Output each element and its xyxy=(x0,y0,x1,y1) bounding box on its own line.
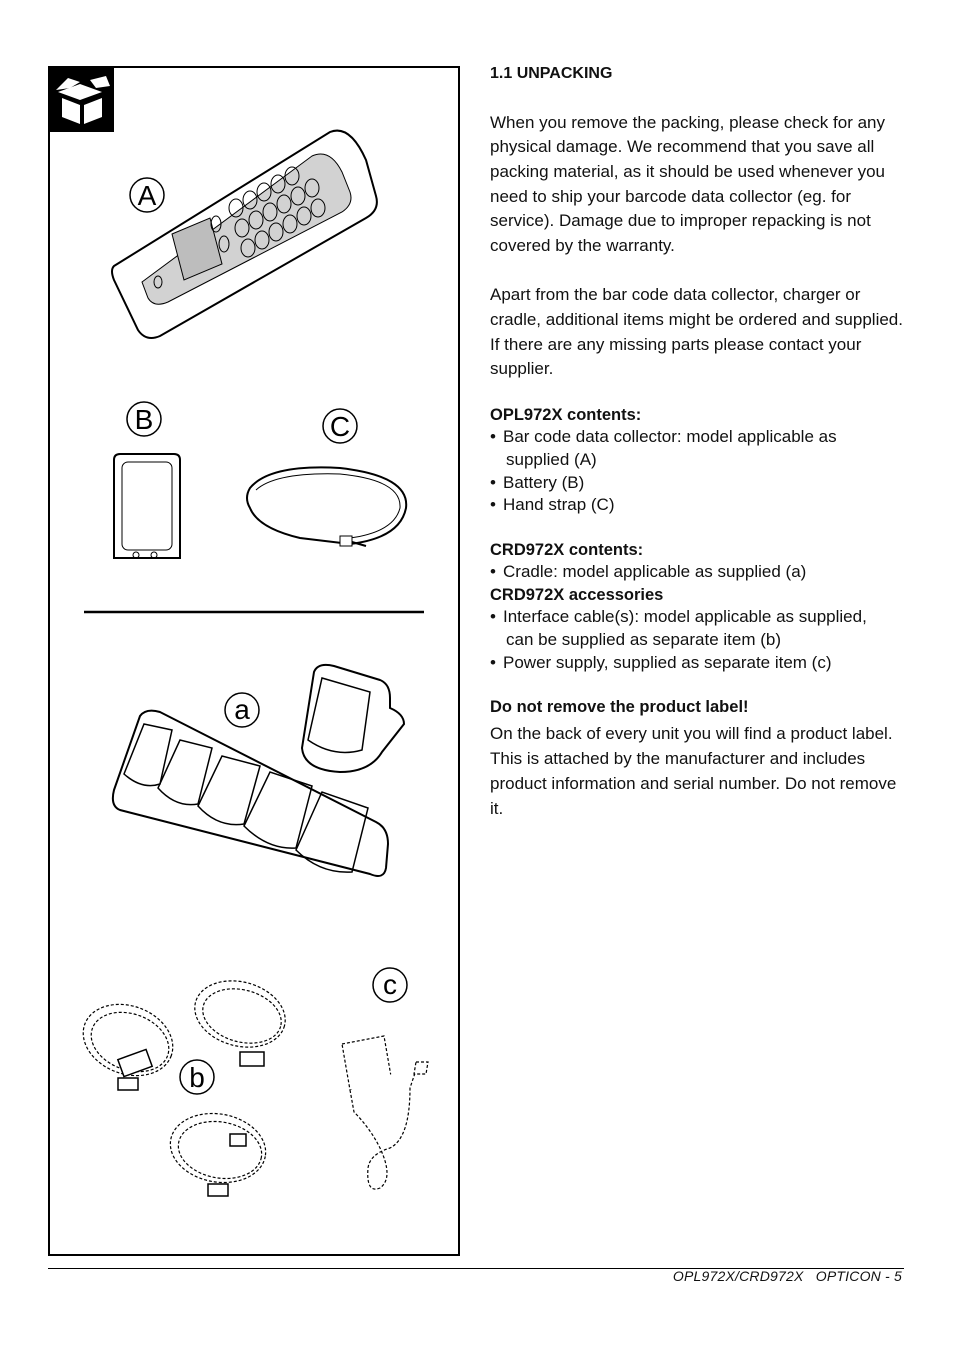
label-C xyxy=(323,409,357,443)
list-item: • Power supply, supplied as separate item (c) xyxy=(490,652,905,675)
packing-paragraph: When you remove the packing, please check for any physical damage. We recommend that you save all packing material, as it should be used whenever you need to ship your barcode data collector (eg. for service). Damage due to improper repacking is not covered by the warranty. xyxy=(490,112,886,256)
text-column xyxy=(490,62,905,821)
label-b xyxy=(180,1060,214,1094)
label-A xyxy=(130,178,164,212)
label-a xyxy=(225,693,259,727)
svg-text:C: C xyxy=(329,411,351,442)
data-collector-illustration xyxy=(112,131,377,338)
svg-text:c: c xyxy=(383,969,397,1000)
svg-text:B: B xyxy=(134,404,154,435)
svg-text:a: a xyxy=(234,694,250,725)
svg-text:b: b xyxy=(189,1062,205,1093)
hand-strap-illustration xyxy=(247,467,406,546)
label-B xyxy=(127,402,161,436)
label-warning-text: On the back of every unit you will find a product label. This is attached by the manufacturer and includes product information and serial number. Do not remove it. xyxy=(490,724,897,818)
list-item: • Bar code data collector: model applicable as supplied (A) xyxy=(490,426,905,472)
label-c xyxy=(373,968,407,1002)
list-item: • Cradle: model applicable as supplied (a) xyxy=(490,561,905,584)
svg-text:A: A xyxy=(137,180,157,211)
battery-illustration xyxy=(114,454,180,558)
power-supply-illustration xyxy=(342,1036,428,1189)
page-footer: OPL972X/CRD972X OPTICON - 5 xyxy=(672,1268,902,1284)
crd-contents-title: CRD972X contents: xyxy=(490,541,644,560)
section-heading: 1.1 UNPACKING xyxy=(490,65,613,82)
opl-contents-list xyxy=(490,426,905,517)
missing-parts-paragraph: Apart from the bar code data collector, charger or cradle, additional items might be ordered and supplied. If there are any missing parts please contact your supplier. xyxy=(490,285,903,379)
illustration-frame xyxy=(48,66,460,1256)
contents-illustration xyxy=(50,68,458,1254)
label-warning-title: Do not remove the product label! xyxy=(490,698,749,717)
opl-contents-title: OPL972X contents: xyxy=(490,406,642,425)
list-item: • Battery (B) xyxy=(490,472,905,495)
unpacking-box-icon xyxy=(50,68,114,132)
crd-accessories-title: CRD972X accessories xyxy=(490,586,664,605)
crd-contents-list xyxy=(490,561,905,584)
list-item: • Hand strap (C) xyxy=(490,494,905,517)
list-item: • Interface cable(s): model applicable as supplied, can be supplied as separate item (b) xyxy=(490,606,905,652)
cradle-illustration xyxy=(113,665,404,876)
crd-accessories-list xyxy=(490,606,905,674)
